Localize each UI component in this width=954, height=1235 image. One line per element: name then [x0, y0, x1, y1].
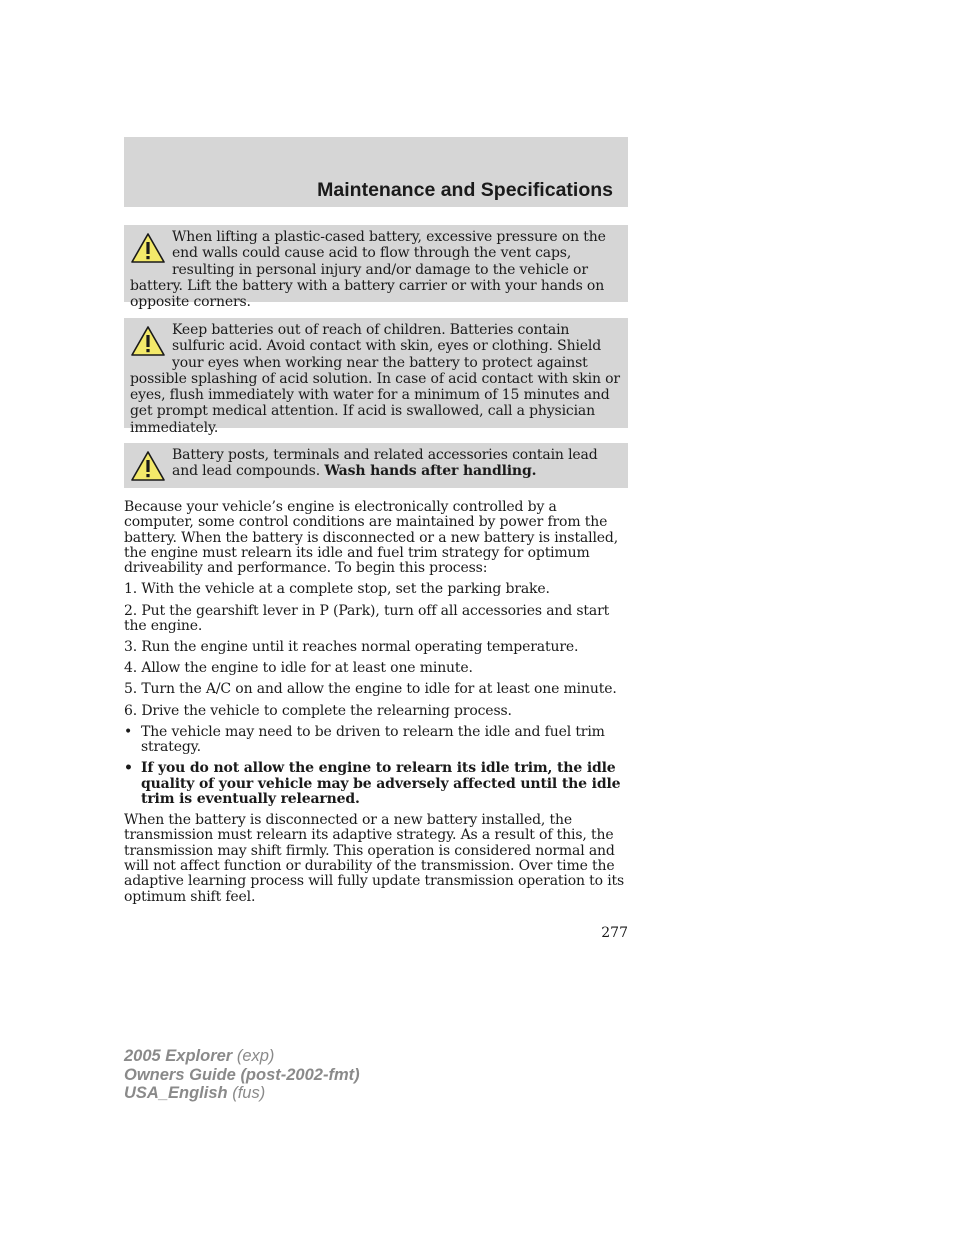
- intro-paragraph: Because your vehicle’s engine is electronically controlled by a computer, some control conditions are maintained by power from the battery. When the battery is disconnected or a new battery is installed, the engine must relearn its idle and fuel trim strategy for optimum driveability and performance. To begin this process:: [124, 499, 619, 577]
- bullet-glyph: •: [124, 723, 133, 740]
- footer-line-language: USA_English (fus): [124, 1084, 266, 1103]
- page-number: 277: [601, 925, 628, 941]
- warning-triangle-icon: [130, 450, 166, 482]
- bullet-text: If you do not allow the engine to relearn its idle trim, the idle quality of your vehicle may be adversely affected until the idle trim is eventually relearned.: [141, 760, 621, 807]
- step-item: 2. Put the gearshift lever in P (Park), turn off all accessories and start the engine.: [124, 602, 610, 634]
- main-text: [124, 500, 628, 911]
- warning-text: Battery posts, terminals and related accessories contain lead and lead compounds. Wash hands after handling.: [172, 447, 598, 480]
- warning-box-lead: [124, 443, 628, 488]
- warning-text: Keep batteries out of reach of children. Batteries contain sulfuric acid. Avoid contact with skin, eyes or clothing. Shield your eyes when working near the battery to protect against possible splashing of acid solution. In case of acid contact with skin or eyes, flush immediately with water for a minimum of 15 minutes and get prompt medical attention. If acid is swallowed, call a physician immediately.: [130, 322, 620, 436]
- warning-box-lifting: [124, 225, 628, 311]
- warning-triangle-icon: [130, 232, 166, 264]
- warning-box-acid: [124, 318, 628, 436]
- footer-line-guide: Owners Guide (post-2002-fmt): [124, 1065, 360, 1084]
- step-item: 6. Drive the vehicle to complete the relearning process.: [124, 702, 512, 719]
- bullet-glyph: •: [124, 760, 133, 777]
- step-item: 1. With the vehicle at a complete stop, set the parking brake.: [124, 581, 550, 598]
- warning-triangle-icon: [130, 325, 166, 357]
- step-item: 5. Turn the A/C on and allow the engine to idle for at least one minute.: [124, 681, 617, 698]
- step-item: 4. Allow the engine to idle for at least one minute.: [124, 660, 473, 677]
- bullet-item: [124, 725, 628, 756]
- step-item: 3. Run the engine until it reaches normal operating temperature.: [124, 639, 579, 656]
- footer-line-model: 2005 Explorer (exp): [124, 1047, 275, 1065]
- closing-paragraph: When the battery is disconnected or a new battery installed, the transmission must relearn its adaptive strategy. As a result of this, the transmission may shift firmly. This operation is considered normal and will not affect function or durability of the transmission. Over time the adaptive learning process will fully update transmission operation to its optimum shift feel.: [124, 812, 625, 905]
- section-header: [124, 137, 628, 207]
- bullet-text: The vehicle may need to be driven to relearn the idle and fuel trim strategy.: [141, 723, 605, 756]
- warning-text: When lifting a plastic-cased battery, excessive pressure on the end walls could cause acid to flow through the vent caps, resulting in personal injury and/or damage to the vehicle or battery. Lift the battery with a battery carrier or with your hands on opposite corners.: [130, 229, 606, 311]
- document-footer: [124, 1047, 360, 1103]
- warning-emphasis: Wash hands after handling.: [324, 463, 537, 480]
- section-title: Maintenance and Specifications: [317, 179, 613, 201]
- bullet-item-bold: [124, 761, 628, 807]
